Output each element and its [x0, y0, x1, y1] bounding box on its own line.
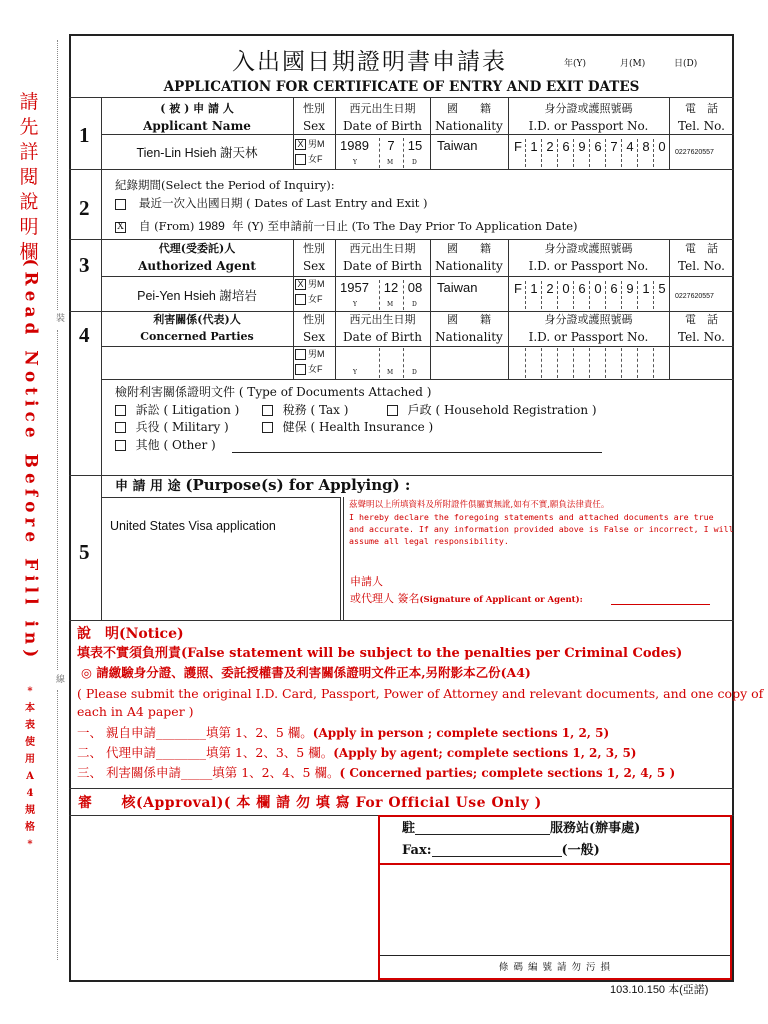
a4-note-char: *	[27, 839, 33, 850]
id-sep	[573, 281, 574, 309]
tel-header-en: Tel. No.	[678, 330, 725, 344]
doc-litigation[interactable]	[115, 404, 239, 416]
id-digit: 0	[594, 281, 602, 296]
dob-sep	[379, 280, 380, 310]
id-sep	[621, 281, 622, 309]
dob-m: M	[387, 301, 394, 308]
declaration-cn: 茲聲明以上所填資料及所附證件俱屬實無訛,如有不實,願負法律責任。	[349, 500, 610, 510]
station-field	[402, 822, 640, 835]
dob-m: M	[387, 369, 394, 376]
notice-line-4: each in A4 paper )	[77, 704, 194, 719]
applicant-label-cn: ( 被 ) 申 請 人	[160, 102, 234, 115]
id-header-en: I.D. or Passport No.	[528, 330, 649, 344]
notice-title: 說 明(Notice)	[77, 626, 184, 642]
dob-sep	[379, 138, 380, 168]
s3-mid-line	[101, 276, 734, 277]
checkbox-tax[interactable]	[262, 405, 273, 416]
signature-label-cn: 或代理人 簽名	[350, 592, 420, 605]
id-sep	[557, 139, 558, 167]
id-sep	[589, 348, 590, 378]
side-note-en-wrap	[15, 258, 43, 663]
id-digit: 0	[562, 281, 570, 296]
id-digit: 9	[578, 139, 586, 154]
checkbox-female[interactable]	[295, 294, 306, 305]
purpose-field[interactable]: United States Visa application	[110, 519, 276, 533]
dob-d: D	[412, 159, 417, 166]
notice-line-2: ◎ 請繳驗身分證、護照、委託授權書及利害關係證明文件正本,另附影本乙份(A4)	[81, 665, 531, 680]
agent-dob-day[interactable]: 08	[407, 280, 423, 295]
a4-note-char: 格	[25, 822, 35, 833]
agent-dob-month[interactable]: 12	[383, 280, 399, 295]
dob-sep	[379, 348, 380, 378]
id-header-en: I.D. or Passport No.	[528, 119, 649, 133]
checkbox-female[interactable]	[295, 154, 306, 165]
agent-sex-female[interactable]	[295, 294, 323, 305]
id-sep	[557, 281, 558, 309]
notice-l6-en: (Apply by agent; complete sections 1, 2, 3, 5)	[333, 746, 637, 760]
agent-dob-year[interactable]: 1957	[340, 280, 369, 295]
id-sep	[541, 348, 542, 378]
section-5-bottom	[69, 620, 734, 621]
a4-note-char: 規	[25, 805, 35, 816]
dob-header-en: Date of Birth	[343, 259, 422, 273]
id-digit: 7	[610, 139, 618, 154]
section-4-number: 4	[79, 323, 90, 347]
id-digit: 4	[626, 139, 634, 154]
notice-bottom	[69, 788, 734, 789]
sex-header-en: Sex	[302, 119, 326, 133]
a4-note-char: 使	[25, 737, 35, 748]
notice-line-5	[77, 727, 609, 740]
id-digit: 6	[578, 281, 586, 296]
fax-input-line[interactable]	[432, 844, 562, 857]
agent-sex-male[interactable]	[295, 279, 325, 290]
nationality-header-cn: 國 籍	[447, 313, 491, 326]
tel-header-cn: 電 話	[685, 242, 718, 255]
dotted-guide-mid	[57, 330, 58, 670]
date-month: 月(M)	[620, 59, 646, 69]
concerned-row-bottom	[101, 379, 734, 380]
agent-label-cn: 代理(受委託)人	[158, 242, 236, 255]
id-sep	[605, 139, 606, 167]
doc-other[interactable]	[115, 439, 216, 451]
nationality-header-cn: 國 籍	[447, 242, 491, 255]
section-5-number: 5	[79, 540, 90, 564]
section-1-number: 1	[79, 123, 90, 147]
doc-health-label: 健保 ( Health Insurance )	[282, 420, 434, 434]
agent-label-en: Authorized Agent	[138, 259, 256, 273]
notice-line-6	[77, 747, 636, 760]
station-input-line[interactable]	[415, 822, 550, 835]
section-3-number: 3	[79, 253, 90, 277]
id-sep	[653, 348, 654, 378]
side-note-char: 請	[19, 91, 39, 113]
applicant-sex-male[interactable]	[295, 139, 325, 150]
a4-note-char: 4	[26, 788, 34, 799]
side-note-char: 閱	[19, 166, 39, 188]
notice-line-1: 填表不實須負刑責(False statement will be subject to the penalties per Criminal Codes)	[77, 646, 683, 661]
dob-header-en: Date of Birth	[343, 330, 422, 344]
form-code: 103.10.150 本(亞諾)	[610, 984, 709, 996]
id-digit: 6	[562, 139, 570, 154]
concerned-name-field[interactable]	[102, 348, 292, 378]
header-divider	[69, 97, 734, 98]
concerned-label-en: Concerned Parties	[140, 330, 254, 343]
dob-m: M	[387, 159, 394, 166]
applicant-dob-day[interactable]: 15	[407, 138, 423, 153]
id-sep	[653, 139, 654, 167]
checkbox-military[interactable]	[115, 422, 126, 433]
doc-military-label: 兵役 ( Military )	[135, 420, 229, 434]
a4-note	[16, 683, 44, 853]
dotted-guide-bot	[57, 690, 58, 960]
doc-household[interactable]	[387, 404, 597, 416]
agent-nationality[interactable]: Taiwan	[437, 280, 478, 295]
id-digit: F	[514, 281, 522, 296]
official-box-divider	[380, 863, 730, 865]
id-sep	[621, 139, 622, 167]
period-option-last-label: 最近一次入出國日期 ( Dates of Last Entry and Exit )	[138, 196, 428, 210]
sex-header-cn: 性別	[303, 102, 325, 115]
concerned-id-field[interactable]	[510, 348, 669, 378]
dob-header-cn: 西元出生日期	[349, 102, 416, 115]
a4-note-char: *	[27, 686, 33, 697]
nationality-header-cn: 國 籍	[447, 102, 491, 115]
female-label: 女F	[308, 293, 323, 304]
tel-header-en: Tel. No.	[678, 119, 725, 133]
male-label: 男M	[308, 278, 325, 289]
purpose-title-en: (Purpose(s) for Applying) :	[185, 476, 411, 494]
applicant-dob-year[interactable]: 1989	[340, 138, 369, 153]
dob-y: Y	[353, 301, 357, 308]
notice-l7-cn: 三、 利害關係申請_____填第 1、2、4、5 欄。	[77, 765, 340, 780]
applicant-name-field[interactable]: Tien-Lin Hsieh 謝天林	[136, 146, 258, 160]
id-header-cn: 身分證或護照號碼	[544, 242, 633, 255]
dob-sep	[403, 348, 404, 378]
tel-header-en: Tel. No.	[678, 259, 725, 273]
section-2-number: 2	[79, 196, 90, 220]
doc-military[interactable]	[115, 421, 229, 433]
side-note-char: 明	[19, 216, 39, 238]
applicant-dob-month[interactable]: 7	[387, 138, 395, 153]
section-3-bottom	[69, 311, 734, 312]
purpose-divider	[340, 497, 344, 620]
id-sep	[605, 281, 606, 309]
doc-health[interactable]	[262, 421, 433, 433]
purpose-title-cn: 申 請 用 途	[115, 479, 181, 494]
dob-sep	[403, 138, 404, 168]
id-digit: 8	[642, 139, 650, 154]
id-sep	[573, 139, 574, 167]
checkbox-male[interactable]: X	[295, 139, 306, 150]
signature-label-en: (Signature of Applicant or Agent):	[419, 595, 583, 605]
sex-header-en: Sex	[302, 330, 326, 344]
checkbox-male[interactable]: X	[295, 279, 306, 290]
a4-note-char: A	[26, 771, 34, 782]
side-note-char: 先	[19, 116, 39, 138]
id-header-en: I.D. or Passport No.	[528, 259, 649, 273]
tel-header-cn: 電 話	[685, 102, 718, 115]
applicant-sex-female[interactable]	[295, 154, 323, 165]
binding-mark: 裝	[56, 314, 66, 324]
applicant-nationality[interactable]: Taiwan	[437, 138, 478, 153]
form-title-en: APPLICATION FOR CERTIFICATE OF ENTRY AND EXIT DATES	[163, 79, 640, 95]
dob-d: D	[412, 369, 417, 376]
sex-header-en: Sex	[302, 259, 326, 273]
tel-header-cn: 電 話	[685, 313, 718, 326]
id-digit: F	[514, 139, 522, 154]
checkbox-from-year[interactable]: X	[115, 222, 126, 233]
date-day: 日(D)	[674, 59, 698, 69]
id-digit: 1	[530, 139, 538, 154]
approval-label: 審 核(Approval)( 本 欄 請 勿 填 寫 For Official Use Only )	[78, 795, 542, 811]
id-sep	[541, 139, 542, 167]
doc-litigation-label: 訴訟 ( Litigation )	[135, 403, 240, 417]
id-sep	[637, 139, 638, 167]
fax-label: Fax:	[402, 843, 432, 858]
id-sep	[573, 348, 574, 378]
signature-label-1: 申請人	[350, 575, 383, 588]
barcode-line	[380, 955, 730, 956]
dob-header-cn: 西元出生日期	[349, 313, 416, 326]
dob-header-en: Date of Birth	[343, 119, 422, 133]
signature-line[interactable]	[611, 604, 710, 605]
id-sep	[525, 139, 526, 167]
id-sep	[621, 348, 622, 378]
declaration-en-3: assume all legal responsibility.	[349, 536, 509, 546]
side-note-char: 欄	[19, 241, 39, 263]
period-option-last[interactable]	[115, 198, 428, 210]
side-note-char: 說	[19, 191, 39, 213]
nationality-header-en: Nationality	[435, 330, 503, 344]
checkbox-household[interactable]	[387, 405, 398, 416]
sex-header-cn: 性別	[303, 313, 325, 326]
notice-line-3: ( Please submit the original I.D. Card, Passport, Power of Attorney and relevant documents, and one copy of	[77, 686, 764, 701]
notice-l5-en: (Apply in person ; complete sections 1, 2, 5)	[312, 726, 610, 740]
nationality-header-en: Nationality	[435, 119, 503, 133]
male-label: 男M	[308, 138, 325, 149]
id-digit: 5	[658, 281, 666, 296]
a4-note-char: 表	[25, 720, 35, 731]
checkbox-health[interactable]	[262, 422, 273, 433]
dob-sep	[403, 280, 404, 310]
id-sep	[589, 139, 590, 167]
id-sep	[637, 281, 638, 309]
notice-l7-en: ( Concerned parties; complete sections 1, 2, 4, 5 )	[339, 766, 676, 780]
a4-note-char: 本	[25, 703, 35, 714]
dotted-guide-top	[57, 40, 58, 310]
station-prefix: 駐	[402, 821, 416, 836]
female-label: 女F	[308, 363, 323, 374]
applicant-tel[interactable]: 0227620557	[675, 149, 714, 156]
s1-mid-line	[101, 134, 734, 135]
id-digit: 2	[546, 139, 554, 154]
period-from-label: 自 (From)	[138, 219, 199, 233]
period-to-label: 年 (Y) 至申請前一日止 (To The Day Prior To Application Date)	[232, 219, 578, 233]
fax-field	[402, 844, 600, 857]
date-year: 年(Y)	[564, 59, 586, 69]
section-2-bottom	[69, 239, 734, 240]
id-sep	[605, 348, 606, 378]
concerned-label-cn: 利害關係(代表)人	[153, 313, 241, 326]
declaration-en-1: I hereby declare the foregoing statements and attached documents are true	[349, 512, 714, 522]
id-sep	[541, 281, 542, 309]
period-option-from[interactable]	[115, 220, 578, 233]
id-sep	[637, 348, 638, 378]
female-label: 女F	[308, 153, 323, 164]
docs-title: 檢附利害關係證明文件 ( Type of Documents Attached )	[115, 385, 432, 399]
notice-line-7	[77, 767, 675, 780]
dob-header-cn: 西元出生日期	[349, 242, 416, 255]
side-note-char: 詳	[19, 141, 39, 163]
doc-tax[interactable]	[262, 404, 348, 416]
id-digit: 0	[658, 139, 666, 154]
id-digit: 1	[530, 281, 538, 296]
doc-other-label: 其他 ( Other )	[135, 438, 216, 452]
id-sep	[525, 348, 526, 378]
agent-id-field[interactable]	[510, 281, 669, 309]
station-suffix: 服務站(辦事處)	[550, 821, 641, 836]
dob-d: D	[412, 301, 417, 308]
checkbox-litigation[interactable]	[115, 405, 126, 416]
id-header-cn: 身分證或護照號碼	[544, 102, 633, 115]
doc-household-label: 戶政 ( Household Registration )	[407, 403, 597, 417]
id-sep	[589, 281, 590, 309]
id-header-cn: 身分證或護照號碼	[544, 313, 633, 326]
concerned-sex-male[interactable]	[295, 349, 325, 360]
dob-y: Y	[353, 369, 357, 376]
purpose-title	[115, 478, 410, 493]
notice-l6-cn: 二、 代理申請________填第 1、2、3、5 欄。	[77, 745, 334, 760]
id-sep	[653, 281, 654, 309]
id-digit: 6	[594, 139, 602, 154]
declaration-en-2: and accurate. If any information provided above is False or incorrect, I will	[349, 524, 734, 534]
id-digit: 6	[610, 281, 618, 296]
id-digit: 1	[642, 281, 650, 296]
concerned-sex-female[interactable]	[295, 364, 323, 375]
applicant-id-field[interactable]	[510, 139, 669, 167]
checkbox-female[interactable]	[295, 364, 306, 375]
fax-suffix: (一般)	[561, 843, 600, 858]
cut-mark: 線	[56, 675, 66, 685]
dob-y: Y	[353, 159, 357, 166]
id-sep	[525, 281, 526, 309]
doc-other-input-line[interactable]	[232, 452, 602, 453]
checkbox-other[interactable]	[115, 440, 126, 451]
signature-label-2	[350, 593, 583, 605]
nationality-header-en: Nationality	[435, 259, 503, 273]
form-title-cn: 入出國日期證明書申請表	[232, 49, 507, 75]
applicant-label-en: Applicant Name	[143, 119, 251, 133]
section-1-bottom	[69, 169, 734, 170]
side-note-en: (Read Notice Before Fill in)	[20, 258, 41, 663]
doc-tax-label: 稅務 ( Tax )	[282, 403, 349, 417]
purpose-title-line	[101, 497, 341, 498]
agent-tel[interactable]: 0227620557	[675, 293, 714, 300]
id-sep	[557, 348, 558, 378]
male-label: 男M	[308, 348, 325, 359]
id-digit: 2	[546, 281, 554, 296]
agent-name-field[interactable]: Pei-Yen Hsieh 謝培岩	[137, 289, 257, 303]
id-digit: 9	[626, 281, 634, 296]
barcode-note: 條 碼 編 號 請 勿 污 損	[498, 962, 612, 973]
a4-note-char: 用	[25, 754, 35, 765]
checkbox-male[interactable]	[295, 349, 306, 360]
period-from-year[interactable]: 1989	[198, 219, 225, 233]
notice-l5-cn: 一、 親自申請________填第 1、2、5 欄。	[77, 725, 313, 740]
side-note-cn	[14, 90, 44, 265]
sex-header-cn: 性別	[303, 242, 325, 255]
period-title: 紀錄期間(Select the Period of Inquiry):	[115, 178, 335, 192]
s4-mid-line	[101, 346, 734, 347]
checkbox-last-entry[interactable]	[115, 199, 126, 210]
